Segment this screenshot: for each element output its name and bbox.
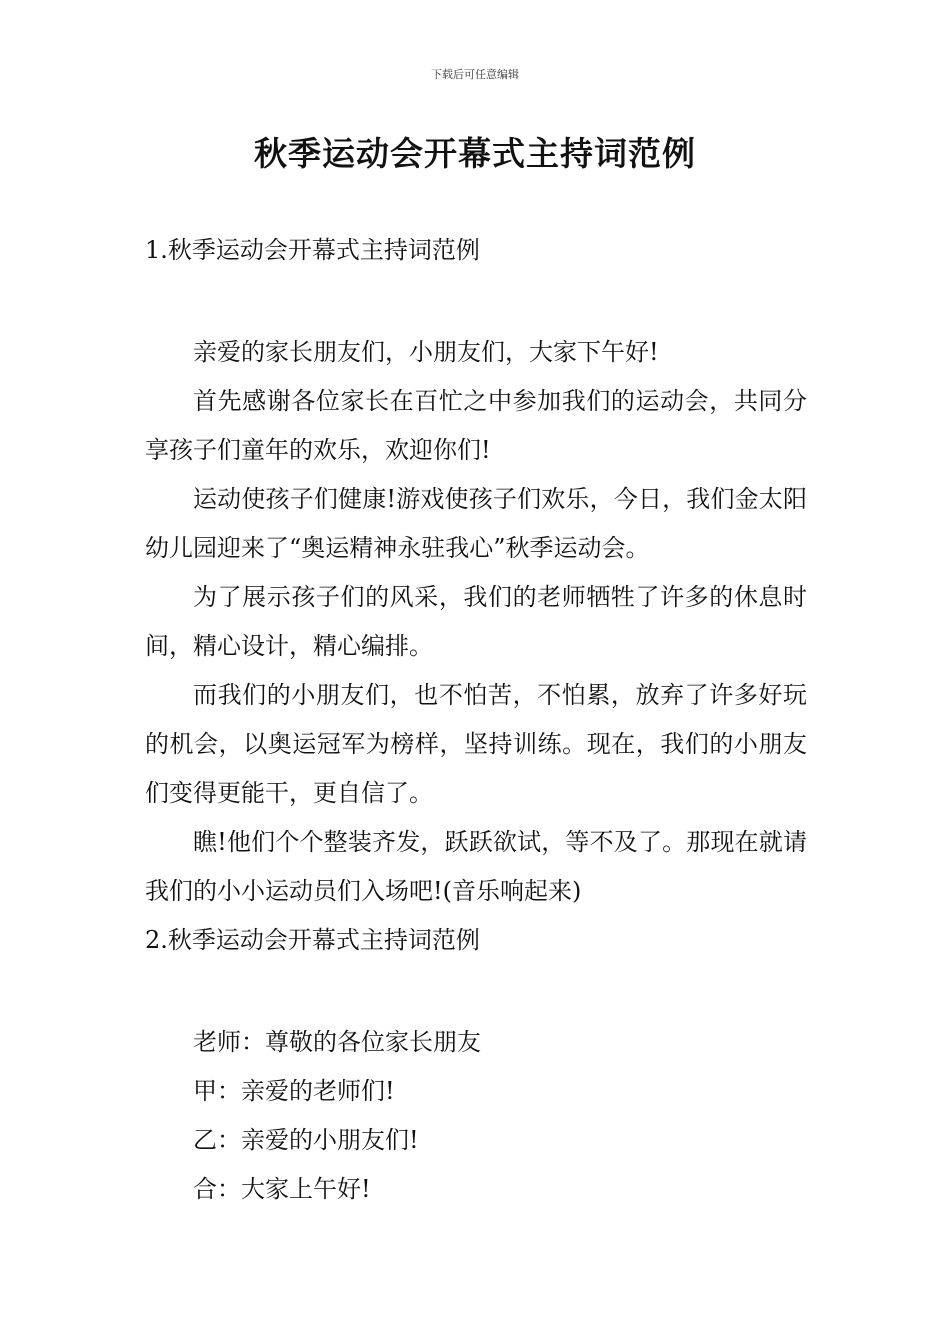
section-heading-2: 2.秋季运动会开幕式主持词范例 bbox=[145, 926, 480, 954]
section-heading-1: 1.秋季运动会开幕式主持词范例 bbox=[145, 236, 480, 264]
paragraph: 亲爱的家长朋友们，小朋友们，大家下午好! bbox=[193, 338, 659, 366]
paragraph: 瞧!他们个个整装齐发，跃跃欲试，等不及了。那现在就请我们的小小运动员们入场吧!(音乐响起来) bbox=[145, 828, 807, 905]
paragraph: 为了展示孩子们的风采，我们的老师牺牲了许多的休息时间，精心设计，精心编排。 bbox=[145, 583, 807, 660]
dialogue-line: 乙：亲爱的小朋友们! bbox=[193, 1126, 419, 1154]
paragraph: 运动使孩子们健康!游戏使孩子们欢乐，今日，我们金太阳幼儿园迎来了“奥运精神永驻我心”秋季运动会。 bbox=[145, 485, 807, 562]
document-title: 秋季运动会开幕式主持词范例 bbox=[254, 134, 696, 173]
section-spacer bbox=[145, 965, 807, 1018]
dialogue-line: 合：大家上午好! bbox=[193, 1175, 371, 1203]
header-note: 下载后可任意编辑 bbox=[431, 68, 519, 81]
section-spacer bbox=[145, 275, 807, 328]
document-body bbox=[145, 226, 807, 1214]
paragraph: 首先感谢各位家长在百忙之中参加我们的运动会，共同分享孩子们童年的欢乐，欢迎你们! bbox=[145, 387, 807, 464]
paragraph: 而我们的小朋友们，也不怕苦，不怕累，放弃了许多好玩的机会，以奥运冠军为榜样，坚持训练。现在，我们的小朋友们变得更能干，更自信了。 bbox=[145, 681, 807, 807]
dialogue-line: 老师：尊敬的各位家长朋友 bbox=[193, 1028, 481, 1056]
dialogue-line: 甲：亲爱的老师们! bbox=[193, 1077, 395, 1105]
